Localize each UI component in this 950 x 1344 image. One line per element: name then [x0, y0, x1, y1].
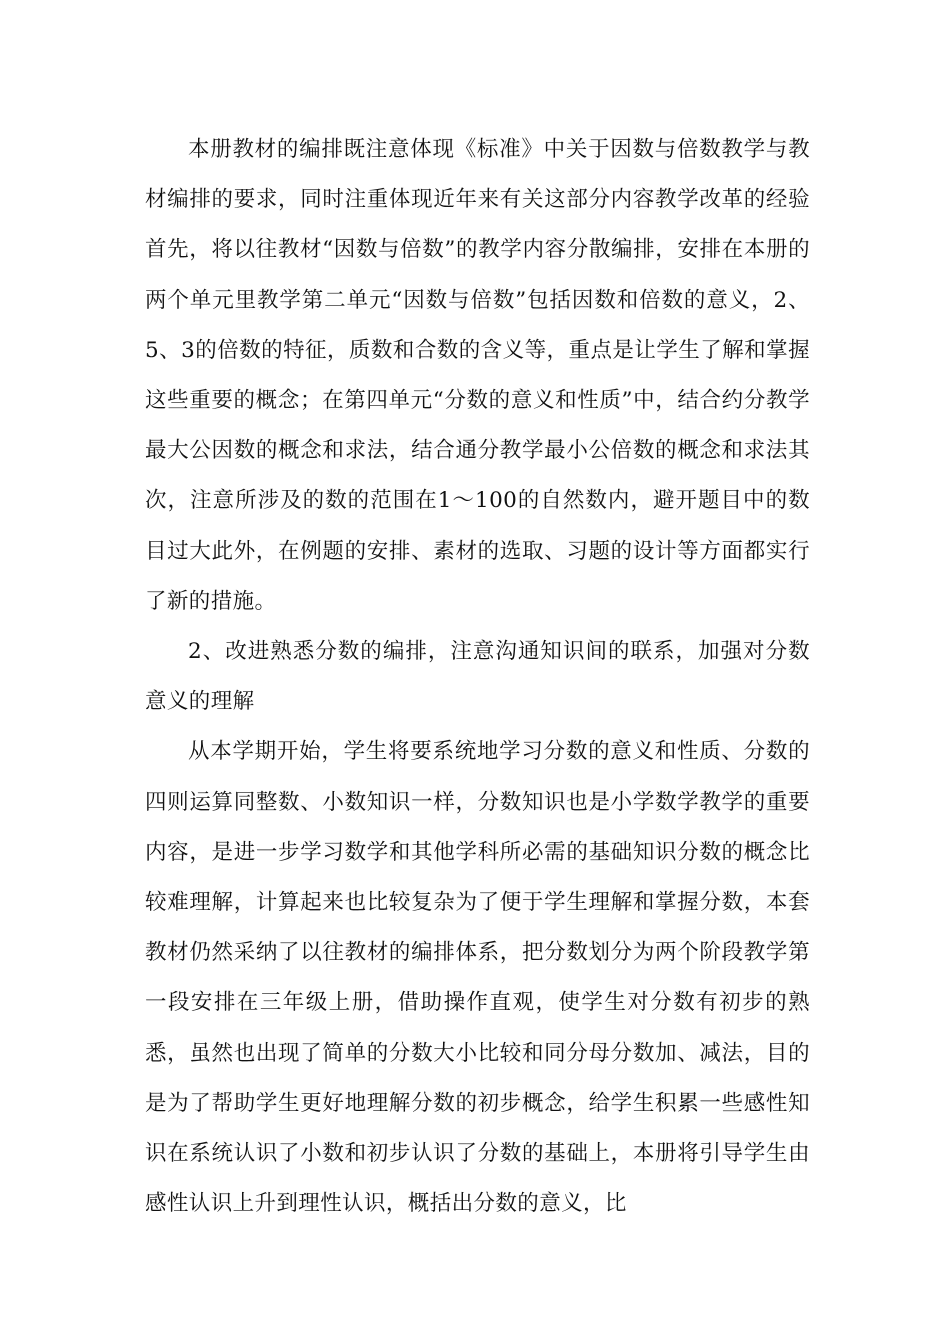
- paragraph-textbook-arrangement: 本册教材的编排既注意体现《标准》中关于因数与倍数教学与教材编排的要求，同时注重体现近年来有关这部分内容教学改革的经验首先，将以往教材“因数与倍数”的教学内容分散编排，安排在本册的两个单元里教学第二单元“因数与倍数”包括因数和倍数的意义，2、5、3的倍数的特征，质数和合数的含义等，重点是让学生了解和掌握这些重要的概念；在第四单元“分数的意义和性质”中，结合约分教学最大公因数的概念和求法，结合通分教学最小公倍数的概念和求法其次，注意所涉及的数的范围在1～100的自然数内，避开题目中的数目过大此外，在例题的安排、素材的选取、习题的设计等方面都实行了新的措施。: [145, 137, 810, 614]
- paragraph-heading-fractions: 2、改进熟悉分数的编排，注意沟通知识间的联系，加强对分数意义的理解: [145, 639, 810, 715]
- document-body: [145, 125, 810, 1229]
- paragraph-fractions-study: 从本学期开始，学生将要系统地学习分数的意义和性质、分数的四则运算同整数、小数知识一样，分数知识也是小学数学教学的重要内容，是进一步学习数学和其他学科所必需的基础知识分数的概念比较难理解，计算起来也比较复杂为了便于学生理解和掌握分数，本套教材仍然采纳了以往教材的编排体系，把分数划分为两个阶段教学第一段安排在三年级上册，借助操作直观，使学生对分数有初步的熟悉，虽然也出现了简单的分数大小比较和同分母分数加、减法，目的是为了帮助学生更好地理解分数的初步概念，给学生积累一些感性知识在系统认识了小数和初步认识了分数的基础上，本册将引导学生由感性认识上升到理性认识，概括出分数的意义，比: [145, 739, 810, 1217]
